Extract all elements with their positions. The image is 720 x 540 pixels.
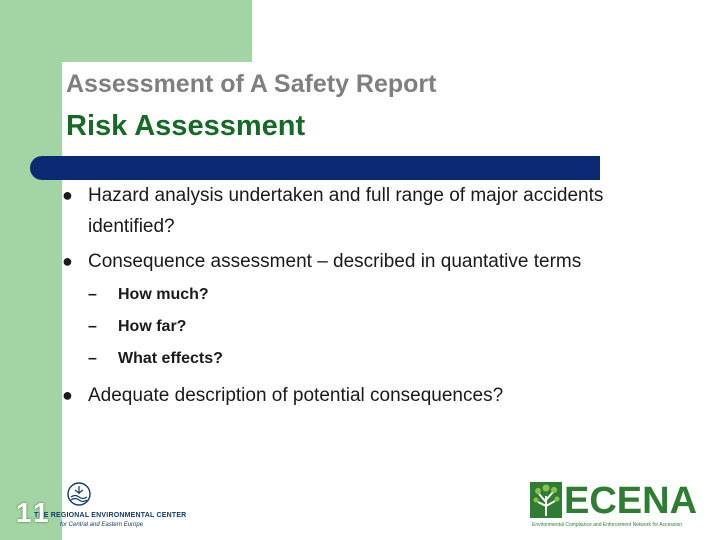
bullet-text: Hazard analysis undertaken and full range of major accidents identified? [88,185,604,237]
tree-icon [530,482,562,518]
rec-name: THE REGIONAL ENVIRONMENTAL CENTER [34,512,187,519]
sub-text: What effects? [118,350,223,367]
slide-number: 11 [16,497,52,528]
bullet-item [62,246,662,277]
rec-subtitle: for Central and Eastern Europe [60,522,144,528]
slide-title: Risk Assessment [66,110,306,142]
top-color-band [0,0,252,62]
sub-dash: – [88,350,97,367]
ecena-logo [524,482,714,532]
left-color-band [0,0,62,540]
bullet-dot: ● [62,385,73,405]
ecena-tagline: Environmental Compliance and Enforcement Network for Accession [532,522,683,528]
slide-supertitle: Assessment of A Safety Report [66,70,437,98]
sub-dash: – [88,286,97,303]
sub-text: How much? [118,286,209,303]
bullet-dot: ● [62,185,73,205]
sub-text: How far? [118,318,187,335]
bullet-item [62,180,662,242]
bullet-text: Consequence assessment – described in quantative terms [88,251,582,272]
sub-dash: – [88,318,97,335]
rec-emblem-icon [64,480,94,508]
bullet-dot: ● [62,251,73,271]
title-divider-bar [30,156,600,180]
bullet-text: Adequate description of potential consequences? [88,385,504,406]
bullet-item [62,380,662,411]
ecena-wordmark: ECENA [564,480,698,522]
